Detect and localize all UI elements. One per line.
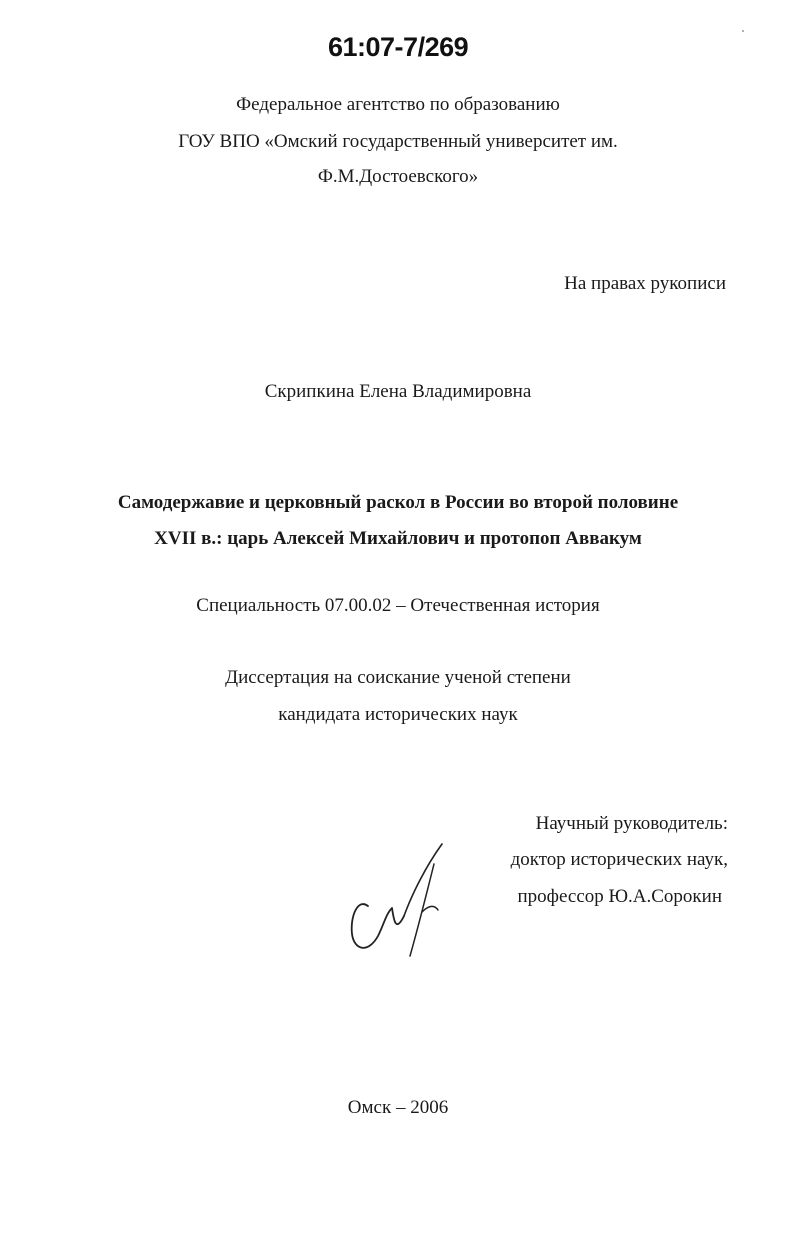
city-year: Омск – 2006 [347,1097,449,1118]
scan-speck [742,30,744,32]
thesis-title-line-2: XVII в.: царь Алексей Михайлович и протопоп Аввакум [154,528,642,549]
university-name-line: Ф.М.Достоевского» [317,166,479,187]
specialty-line: Специальность 07.00.02 – Отечественная история [196,595,600,616]
degree-line-1: Диссертация на соискание ученой степени [225,667,571,688]
agency-line: Федеральное агентство по образованию [236,94,560,115]
catalog-number-stamp: 61:07-7/269 [328,32,469,62]
supervisor-degree: доктор исторических наук, [510,849,728,870]
thesis-title-line-1: Самодержавие и церковный раскол в России во второй половине [117,492,679,513]
university-line: ГОУ ВПО «Омский государственный университет им. [178,131,618,152]
author-name: Скрипкина Елена Владимировна [264,381,532,402]
handwritten-signature [346,840,452,960]
degree-line-2: кандидата исторических наук [278,704,518,725]
manuscript-rights-note: На правах рукописи [564,273,726,294]
supervisor-label: Научный руководитель: [535,813,728,834]
supervisor-name: профессор Ю.А.Сорокин [517,886,722,907]
